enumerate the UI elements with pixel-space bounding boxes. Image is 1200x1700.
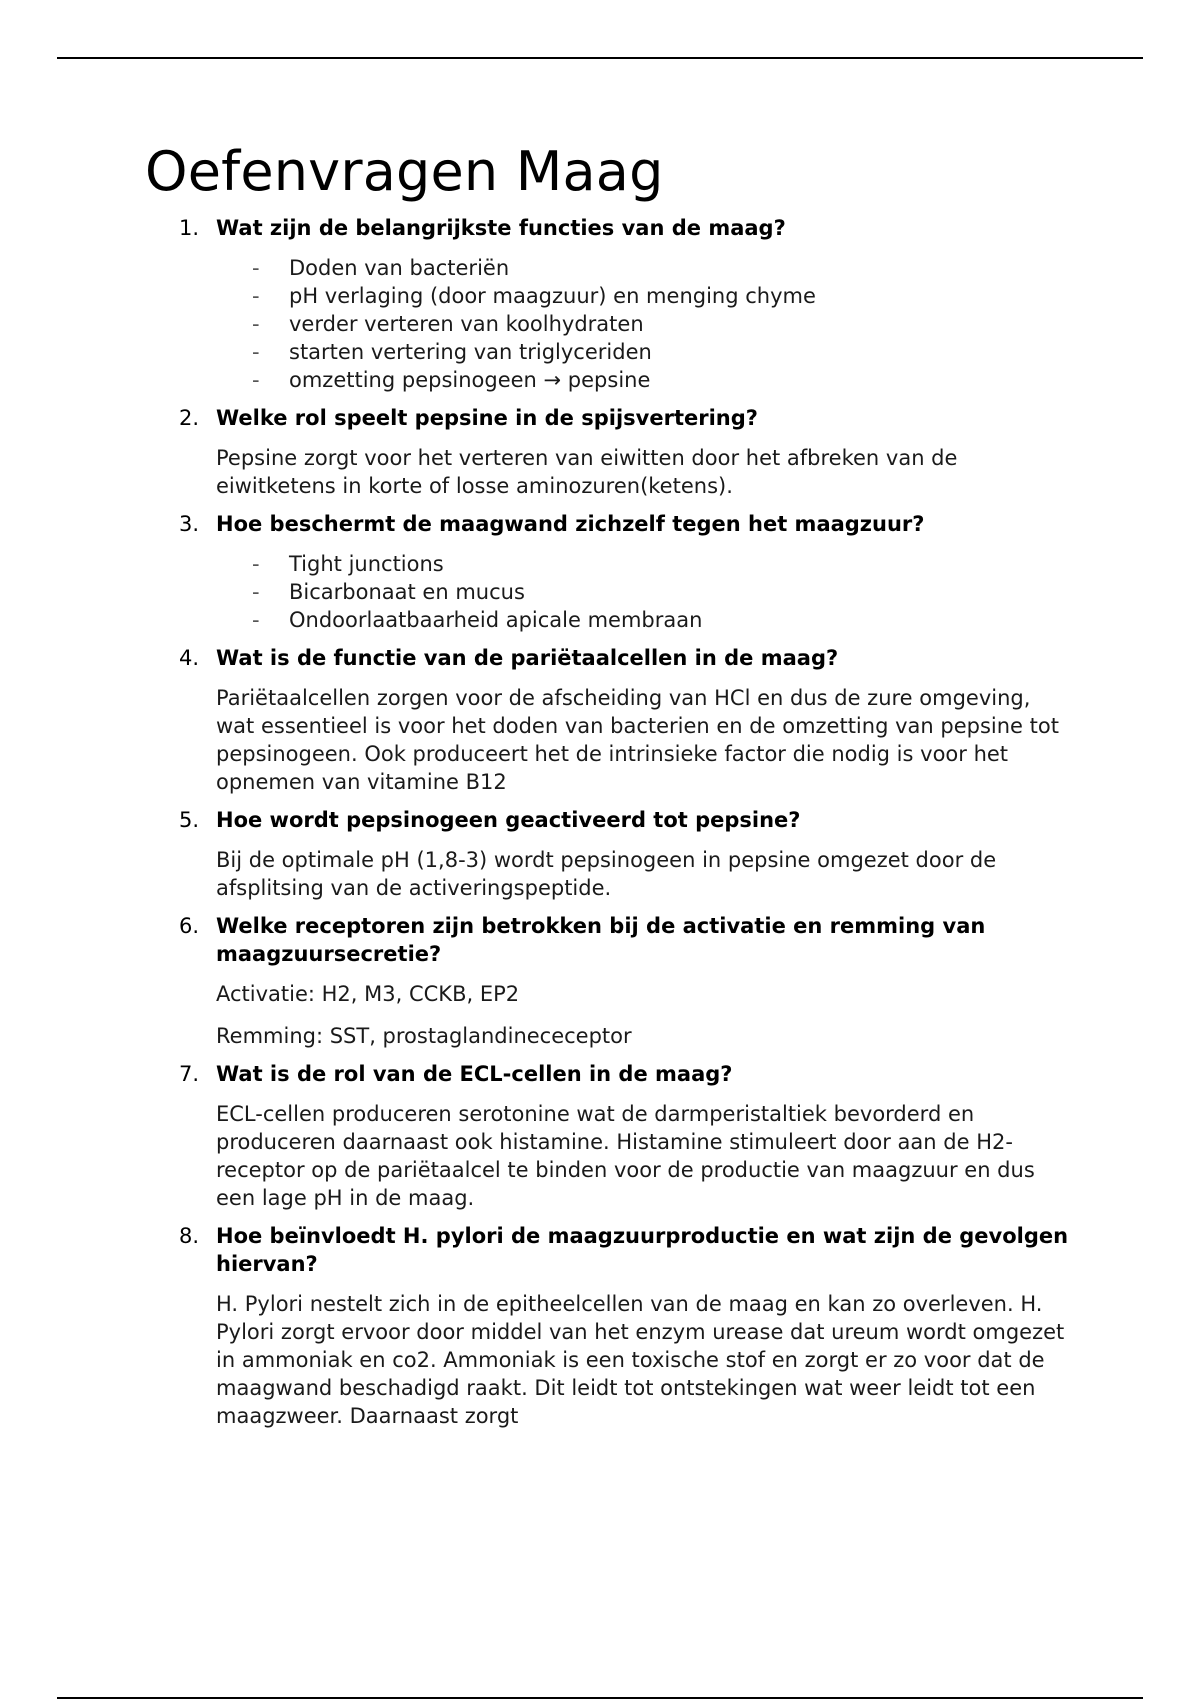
answer-paragraph: Activatie: H2, M3, CCKB, EP2 [216,982,520,1006]
question-text: Welke rol speelt pepsine in de spijsvertering? [216,406,758,430]
answer-paragraph: Bij de optimale pH (1,8-3) wordt pepsinogeen in pepsine omgezet door de afsplitsing van de activeringspeptide. [216,848,997,900]
bullet-item: - Doden van bacteriën [252,256,510,280]
answer-paragraph: Pariëtaalcellen zorgen voor de afscheiding van HCl en dus de zure omgeving, wat essentieel is voor het doden van bacterien en de omzetting van pepsine tot pepsinogeen. Ook produceert het de intrinsieke factor die nodig is voor het opnemen van vitamine B12 [216,686,1059,794]
question-item [145,1222,1075,1430]
dash-bullet-icon: - [252,368,260,392]
answer-text [216,1290,1075,1430]
question-text: Wat is de rol van de ECL-cellen in de maag? [216,1062,733,1086]
question-number: 1. [179,216,200,240]
answer-paragraph: Pepsine zorgt voor het verteren van eiwitten door het afbreken van de eiwitketens in korte of losse aminozuren(ketens). [216,446,958,498]
dash-bullet-icon: - [252,340,260,364]
dash-bullet-icon: - [252,284,260,308]
bullet-item: - pH verlaging (door maagzuur) en menging chyme [252,284,816,308]
question-item [145,644,1075,796]
question-number: 8. [179,1224,200,1248]
question-item [145,510,1075,634]
question-item [145,404,1075,500]
footer-rule [57,1697,1143,1699]
question-number: 5. [179,808,200,832]
question-text: Wat zijn de belangrijkste functies van de maag? [216,216,786,240]
question-number: 6. [179,914,200,938]
question-item [145,912,1075,1050]
answer-bullet-list [216,254,1075,394]
bullet-item: - omzetting pepsinogeen → pepsine [252,368,651,392]
question-number: 7. [179,1062,200,1086]
bullet-item: - starten vertering van triglyceriden [252,340,652,364]
question-text: Hoe beschermt de maagwand zichzelf tegen het maagzuur? [216,512,925,536]
question-text: Welke receptoren zijn betrokken bij de activatie en remming van maagzuursecretie? [216,914,986,966]
question-number: 4. [179,646,200,670]
page-title: Oefenvragen Maag [145,140,664,203]
question-number: 2. [179,406,200,430]
bullet-item: - verder verteren van koolhydraten [252,312,644,336]
answer-paragraph: H. Pylori nestelt zich in de epitheelcellen van de maag en kan zo overleven. H. Pylori zorgt ervoor door middel van het enzym urease dat ureum wordt omgezet in ammoniak en co2. Ammoniak is een toxische stof en zorgt er zo voor dat de maagwand beschadigd raakt. Dit leidt tot ontstekingen wat weer leidt tot een maagzweer. Daarnaast zorgt [216,1292,1065,1428]
question-text: Hoe wordt pepsinogeen geactiveerd tot pepsine? [216,808,801,832]
dash-bullet-icon: - [252,552,260,576]
answer-bullet-list [216,550,1075,634]
dash-bullet-icon: - [252,608,260,632]
question-number: 3. [179,512,200,536]
bullet-item: - Ondoorlaatbaarheid apicale membraan [252,608,703,632]
bullet-item: - Tight junctions [252,552,444,576]
document-body [145,140,1075,1430]
header-rule [57,57,1143,59]
question-item [145,214,1075,394]
answer-paragraph: Remming: SST, prostaglandinececeptor [216,1024,632,1048]
dash-bullet-icon: - [252,256,260,280]
bullet-item: - Bicarbonaat en mucus [252,580,525,604]
question-text: Hoe beïnvloedt H. pylori de maagzuurproductie en wat zijn de gevolgen hiervan? [216,1224,1069,1276]
answer-text [216,846,1075,902]
dash-bullet-icon: - [252,580,260,604]
answer-text [216,1100,1075,1212]
question-item [145,1060,1075,1212]
answer-text [216,980,1075,1050]
dash-bullet-icon: - [252,312,260,336]
answer-text [216,444,1075,500]
answer-text [216,684,1075,796]
question-text: Wat is de functie van de pariëtaalcellen in de maag? [216,646,839,670]
answer-paragraph: ECL-cellen produceren serotonine wat de darmperistaltiek bevorderd en produceren daarnaast ook histamine. Histamine stimuleert door aan de H2-receptor op de pariëtaalcel te binden voor de productie van maagzuur en dus een lage pH in de maag. [216,1102,1035,1210]
question-item [145,806,1075,902]
